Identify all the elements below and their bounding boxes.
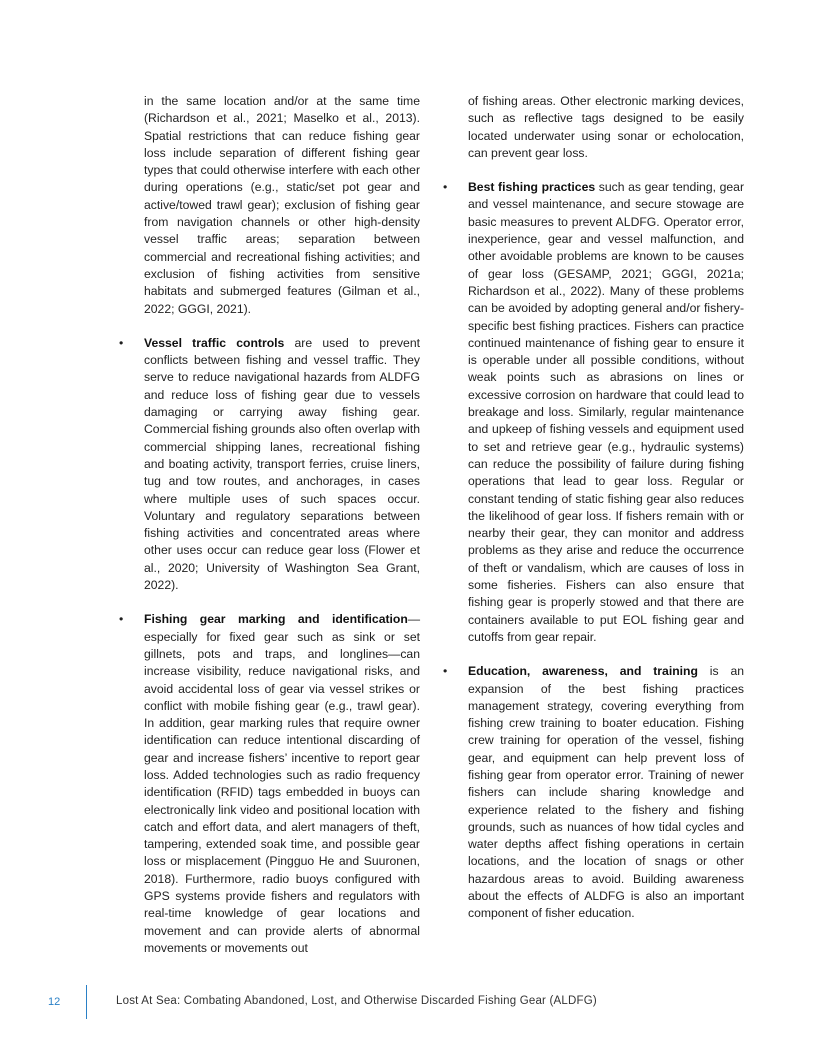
bullet-marker: • bbox=[119, 335, 124, 350]
bullet-item-best-fishing-practices bbox=[443, 179, 744, 646]
page-number: 12 bbox=[48, 996, 61, 1008]
bullet-text: is an expansion of the best fishing practices management strategy, covering everything from fishing crew training to boater education. Fishing crew training for operation of the vessel, fishing gear, and equipment can help prevent loss of fishing gear from operator error. Training of newer fishers can include sharing knowledge and experience related to the fishery and fishing grounds, such as nuances of how tidal cycles and water depths affect fishing operations in certain locations, and the location of snags or other hazardous areas to avoid. Building awareness about the effects of ALDFG is also an important component of fisher education. bbox=[468, 664, 744, 921]
right-column bbox=[443, 93, 744, 923]
bullet-marker: • bbox=[443, 664, 448, 679]
bullet-marker: • bbox=[119, 612, 124, 627]
bullet-term: Education, awareness, and training bbox=[468, 664, 698, 679]
footer-divider bbox=[86, 985, 87, 1019]
bullet-term: Best fishing practices bbox=[468, 180, 596, 195]
bullet-term: Fishing gear marking and identification bbox=[144, 612, 408, 627]
left-intro-paragraph: in the same location and/or at the same time (Richardson et al., 2021; Maselko et al., 2013). Spatial restrictions that can reduce fishing gear loss include separation of different fishing gear types that could otherwise interfere with each other during operations (e.g., static/set pot gear and active/towed trawl gear); exclusion of fishing gear from navigation channels or other high-density vessel traffic areas; separation between commercial and recreational fishing activities; and exclusion of fishing activities from sensitive habitats and submerged features (Gilman et al., 2022; GGGI, 2021). bbox=[144, 94, 420, 316]
bullet-text: such as gear tending, gear and vessel maintenance, and secure stowage are basic measures to prevent ALDFG. Operator error, inexperience, gear and vessel malfunction, and other avoidable problems are known to be causes of gear loss (GESAMP, 2021; GGGI, 2021a; Richardson et al., 2022). Many of these problems can be avoided by adopting general and/or fishery-specific best fishing practices. Fishers can practice continued maintenance of fishing gear to ensure it is operable under all possible conditions, without weak points such as abrasions on lines or excessive corrosion on hardware that could lead to breakage and loss. Similarly, regular maintenance and upkeep of fishing vessels and equipment used to set and retrieve gear (e.g., hydraulic systems) can reduce the possibility of failure during fishing operations that lead to gear loss. Regular or constant tending of static fishing gear also reduces the likelihood of gear loss. If fishers remain with or nearby their gear, they can monitor and address problems as they arise and reduce the occurrence of theft or vandalism, which are causes of loss in some fisheries. Fishers can also ensure that fishing gear is properly stowed and that there are containers available to put EOL fishing gear and cutoffs from gear repair. bbox=[468, 180, 744, 644]
bullet-term: Vessel traffic controls bbox=[144, 335, 285, 350]
footer-document-title: Lost At Sea: Combating Abandoned, Lost, and Otherwise Discarded Fishing Gear (ALDFG) bbox=[116, 995, 597, 1007]
page-footer bbox=[0, 985, 816, 1019]
bullet-marker: • bbox=[443, 180, 448, 195]
bullet-item-gear-marking bbox=[119, 611, 420, 957]
bullet-text: are used to prevent conflicts between fishing and vessel traffic. They serve to reduce navigational hazards from ALDFG and reduce loss of fishing gear due to vessels damaging or carrying away fishing gear. Commercial fishing grounds also often overlap with commercial shipping lanes, recreational fishing and boating activity, transport ferries, cruise liners, tug and tow routes, and anchorages, in cases where multiple uses of such spaces occur. Voluntary and regulatory separations between fishing activities and concentrated areas where other uses occur can reduce gear loss (Flower et al., 2020; University of Washington Sea Grant, 2022). bbox=[144, 335, 420, 593]
right-continuation-paragraph: of fishing areas. Other electronic marking devices, such as reflective tags designed to be easily located underwater using sonar or echolocation, can prevent gear loss. bbox=[468, 94, 744, 160]
bullet-item-vessel-traffic-controls bbox=[119, 335, 420, 594]
left-column bbox=[119, 93, 420, 957]
bullet-item-education-awareness-training bbox=[443, 663, 744, 922]
bullet-text: —especially for fixed gear such as sink or set gillnets, pots and traps, and longlines—can increase visibility, reduce navigational risks, and avoid accidental loss of gear via vessel strikes or conflict with mobile fishing gear (e.g., trawl gear). In addition, gear marking rules that require owner identification can reduce intentional discarding of gear and increase fishers’ incentive to report gear loss. Added technologies such as radio frequency identification (RFID) tags embedded in buoys can electronically link video and positional location with catch and effort data, and alert managers of theft, tampering, extended soak time, and possible gear loss or misplacement (Pingguo He and Suuronen, 2018). Furthermore, radio buoys configured with GPS systems provide fishers and regulators with real-time knowledge of gear locations and movement and can provide alerts of abnormal movements or movements out bbox=[144, 612, 420, 955]
